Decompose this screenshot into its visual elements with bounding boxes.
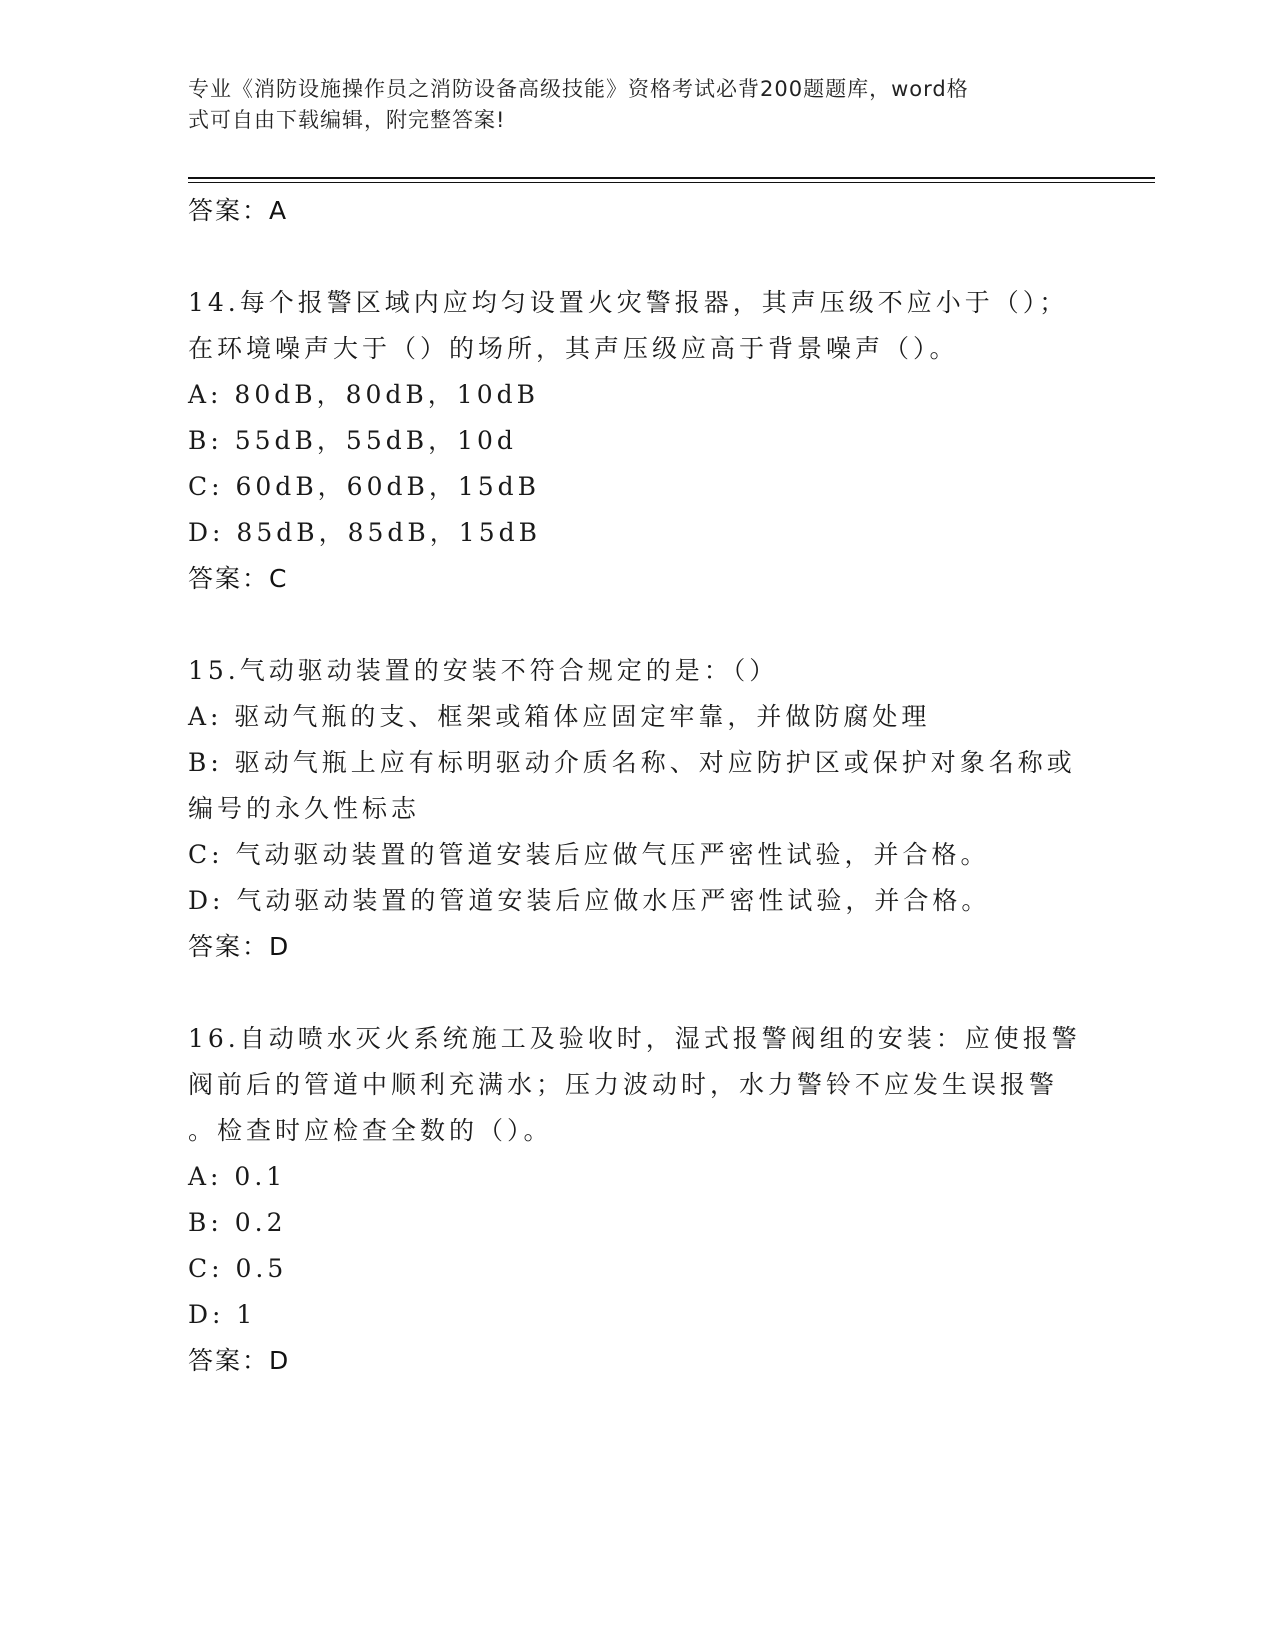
answer-q16: 答案：D xyxy=(188,1346,291,1375)
question-16 xyxy=(188,1016,1088,1384)
header-divider-thin xyxy=(188,182,1155,183)
question-14-option-a: A: 80dB，80dB，10dB xyxy=(188,380,539,409)
question-14-option-b: B: 55dB，55dB，10d xyxy=(188,426,517,455)
question-14 xyxy=(188,280,1088,602)
question-16-stem-line-1: 16.自动喷水灭火系统施工及验收时，湿式报警阀组的安装：应使报警 xyxy=(188,1024,1081,1053)
document-header xyxy=(188,74,1068,136)
answer-q13: 答案：A xyxy=(188,196,289,225)
question-16-option-b: B: 0.2 xyxy=(188,1208,287,1237)
question-14-option-c: C: 60dB，60dB，15dB xyxy=(188,472,541,501)
question-15-option-a: A: 驱动气瓶的支、框架或箱体应固定牢靠，并做防腐处理 xyxy=(188,702,931,731)
answer-q14: 答案：C xyxy=(188,564,289,593)
question-15-option-c: C: 气动驱动装置的管道安装后应做气压严密性试验，并合格。 xyxy=(188,840,990,869)
question-15-option-b-line-1: B: 驱动气瓶上应有标明驱动介质名称、对应防护区或保护对象名称或 xyxy=(188,748,1076,777)
document-body xyxy=(188,188,1088,1384)
question-15 xyxy=(188,648,1088,970)
question-15-option-b-line-2: 编号的永久性标志 xyxy=(188,794,421,823)
question-14-stem-line-2: 在环境噪声大于（）的场所，其声压级应高于背景噪声（）。 xyxy=(188,334,959,363)
question-16-stem-line-2: 阀前后的管道中顺利充满水；压力波动时，水力警铃不应发生误报警 xyxy=(188,1070,1059,1099)
header-line-1: 专业《消防设施操作员之消防设备高级技能》资格考试必背200题题库，word格 xyxy=(188,77,969,101)
question-14-option-d: D: 85dB，85dB，15dB xyxy=(188,518,541,547)
spacer xyxy=(188,234,1088,280)
question-16-option-c: C: 0.5 xyxy=(188,1254,288,1283)
question-16-stem-line-3: 。检查时应检查全数的（）。 xyxy=(188,1116,553,1145)
question-15-option-d: D: 气动驱动装置的管道安装后应做水压严密性试验，并合格。 xyxy=(188,886,991,915)
spacer xyxy=(188,970,1088,1016)
header-divider-thick xyxy=(188,177,1155,179)
question-16-option-a: A: 0.1 xyxy=(188,1162,287,1191)
question-15-stem: 15.气动驱动装置的安装不符合规定的是：（） xyxy=(188,656,779,685)
answer-q15: 答案：D xyxy=(188,932,291,961)
header-line-2: 式可自由下载编辑，附完整答案! xyxy=(188,108,506,132)
spacer xyxy=(188,602,1088,648)
question-14-stem-line-1: 14.每个报警区域内应均匀设置火灾警报器，其声压级不应小于（）； xyxy=(188,288,1069,317)
question-16-option-d: D: 1 xyxy=(188,1300,257,1329)
